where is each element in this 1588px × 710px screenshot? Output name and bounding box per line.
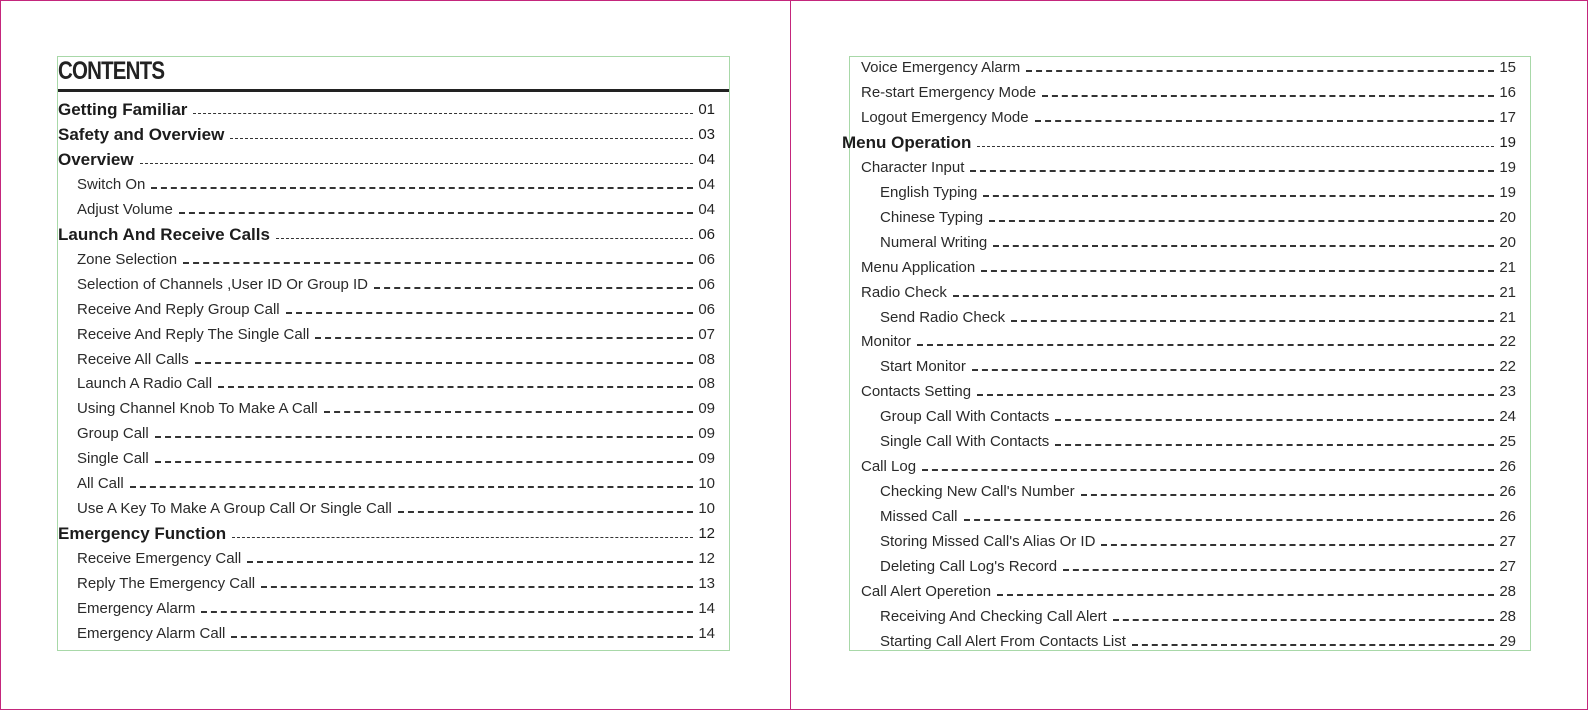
dot-leader bbox=[398, 511, 693, 513]
toc-entry-label: Emergency Function bbox=[58, 524, 227, 544]
toc-entry-label: Character Input bbox=[861, 158, 965, 176]
toc-right-page bbox=[842, 56, 1531, 651]
toc-entry[interactable] bbox=[77, 324, 715, 344]
toc-entry-label: Checking New Call's Number bbox=[880, 483, 1075, 501]
dot-leader bbox=[1011, 320, 1494, 322]
toc-entry[interactable] bbox=[880, 606, 1516, 626]
dot-leader bbox=[140, 163, 694, 164]
dot-leader bbox=[179, 212, 693, 214]
toc-entry[interactable] bbox=[861, 157, 1516, 177]
toc-entry-page-number: 12 bbox=[698, 525, 715, 543]
toc-entry-label: Voice Emergency Alarm bbox=[861, 59, 1021, 76]
dot-leader bbox=[922, 469, 1494, 471]
toc-entry-page-number: 10 bbox=[698, 475, 715, 493]
toc-entry-page-number: 09 bbox=[698, 425, 715, 443]
dot-leader bbox=[970, 170, 1494, 172]
toc-entry[interactable] bbox=[77, 274, 715, 294]
toc-entry-page-number: 09 bbox=[698, 450, 715, 468]
dot-leader bbox=[155, 436, 694, 438]
toc-entry[interactable] bbox=[861, 282, 1516, 302]
dot-leader bbox=[1132, 644, 1494, 646]
toc-entry-label: Chinese Typing bbox=[880, 208, 984, 226]
toc-entry-page-number: 04 bbox=[698, 175, 715, 193]
toc-entry[interactable] bbox=[861, 57, 1516, 77]
toc-entry-label: Receive And Reply Group Call bbox=[77, 300, 280, 318]
dot-leader bbox=[1055, 444, 1494, 446]
toc-entry-label: Send Radio Check bbox=[880, 308, 1006, 326]
dot-leader bbox=[981, 270, 1494, 272]
dot-leader bbox=[1055, 419, 1494, 421]
toc-entry-label: Using Channel Knob To Make A Call bbox=[77, 400, 318, 418]
toc-entry[interactable] bbox=[861, 381, 1516, 401]
toc-entry-label: Adjust Volume bbox=[77, 200, 173, 218]
toc-entry-label: Switch On bbox=[77, 175, 146, 193]
dot-leader bbox=[1113, 619, 1495, 621]
contents-title: CONTENTS bbox=[58, 57, 165, 85]
toc-entry-page-number: 17 bbox=[1499, 108, 1516, 126]
toc-entry-page-number: 06 bbox=[698, 250, 715, 268]
toc-entry-page-number: 24 bbox=[1499, 408, 1516, 426]
toc-entry-page-number: 01 bbox=[698, 101, 715, 118]
toc-entry-page-number: 03 bbox=[698, 125, 715, 143]
toc-entry-label: Start Monitor bbox=[880, 358, 966, 376]
toc-entry-label: Receive Emergency Call bbox=[77, 550, 242, 568]
toc-entry-label: Single Call With Contacts bbox=[880, 433, 1050, 451]
dot-leader bbox=[218, 386, 693, 388]
toc-entry-page-number: 16 bbox=[1499, 83, 1516, 101]
toc-entry-page-number: 23 bbox=[1499, 383, 1516, 401]
toc-entry-page-number: 26 bbox=[1499, 483, 1516, 501]
toc-entry-page-number: 27 bbox=[1499, 533, 1516, 551]
dot-leader bbox=[324, 411, 694, 413]
dot-leader bbox=[286, 312, 694, 314]
toc-entry[interactable] bbox=[77, 423, 715, 443]
toc-entry-page-number: 06 bbox=[698, 300, 715, 318]
toc-entry[interactable] bbox=[77, 473, 715, 493]
toc-entry-page-number: 19 bbox=[1499, 133, 1516, 151]
toc-entry-page-number: 25 bbox=[1499, 433, 1516, 451]
toc-entry-label: Logout Emergency Mode bbox=[861, 108, 1029, 126]
toc-entry-page-number: 20 bbox=[1499, 208, 1516, 226]
toc-entry-page-number: 19 bbox=[1499, 183, 1516, 201]
toc-entry-label: Getting Familiar bbox=[58, 100, 188, 119]
dot-leader bbox=[989, 220, 1494, 222]
toc-entry-page-number: 20 bbox=[1499, 233, 1516, 251]
toc-entry-label: Launch And Receive Calls bbox=[58, 224, 270, 244]
toc-entry-page-number: 22 bbox=[1499, 358, 1516, 376]
toc-entry-page-number: 21 bbox=[1499, 308, 1516, 326]
toc-entry[interactable] bbox=[880, 207, 1516, 227]
dot-leader bbox=[183, 262, 693, 264]
toc-entry-page-number: 21 bbox=[1499, 258, 1516, 276]
toc-entry-page-number: 26 bbox=[1499, 508, 1516, 526]
toc-entry[interactable] bbox=[880, 631, 1516, 651]
toc-entry-label: English Typing bbox=[880, 183, 978, 201]
toc-entry[interactable] bbox=[58, 99, 715, 119]
toc-entry-label: Re-start Emergency Mode bbox=[861, 83, 1037, 101]
toc-entry-page-number: 19 bbox=[1499, 158, 1516, 176]
toc-entry[interactable] bbox=[77, 573, 715, 593]
toc-entry-label: Menu Application bbox=[861, 258, 976, 276]
toc-entry[interactable] bbox=[77, 598, 715, 618]
toc-entry[interactable] bbox=[861, 456, 1516, 476]
toc-entry[interactable] bbox=[880, 556, 1516, 576]
dot-leader bbox=[130, 486, 694, 488]
dot-leader bbox=[1081, 494, 1495, 496]
dot-leader bbox=[230, 138, 693, 139]
toc-entry-label: Emergency Alarm bbox=[77, 600, 196, 617]
toc-entry[interactable] bbox=[880, 307, 1516, 327]
toc-entry-label: Emergency Alarm Call bbox=[77, 624, 226, 642]
toc-entry-page-number: 28 bbox=[1499, 582, 1516, 600]
dot-leader bbox=[1035, 120, 1495, 122]
toc-entry-label: Launch A Radio Call bbox=[77, 375, 213, 393]
toc-entry-label: Receive And Reply The Single Call bbox=[77, 325, 310, 343]
page-top-border bbox=[0, 0, 1588, 1]
toc-entry-label: Selection of Channels ,User ID Or Group ID bbox=[77, 275, 368, 293]
dot-leader bbox=[315, 337, 693, 339]
toc-entry-page-number: 22 bbox=[1499, 333, 1516, 351]
dot-leader bbox=[193, 113, 693, 114]
dot-leader bbox=[983, 195, 1494, 197]
toc-entry-page-number: 12 bbox=[698, 550, 715, 568]
toc-entry[interactable] bbox=[77, 623, 715, 643]
toc-entry[interactable] bbox=[77, 174, 715, 194]
toc-entry[interactable] bbox=[58, 523, 715, 543]
toc-entry[interactable] bbox=[861, 82, 1516, 102]
toc-entry[interactable] bbox=[880, 431, 1516, 451]
toc-entry-page-number: 29 bbox=[1499, 632, 1516, 650]
dot-leader bbox=[232, 537, 693, 538]
toc-entry-label: Use A Key To Make A Group Call Or Single Call bbox=[77, 500, 392, 518]
toc-entry[interactable] bbox=[842, 132, 1516, 152]
toc-entry-label: Contacts Setting bbox=[861, 383, 972, 401]
dot-leader bbox=[953, 295, 1494, 297]
dot-leader bbox=[997, 594, 1494, 596]
page-fold-line bbox=[790, 0, 791, 710]
dot-leader bbox=[276, 238, 693, 239]
toc-entry-page-number: 07 bbox=[698, 325, 715, 343]
toc-entry[interactable] bbox=[77, 349, 715, 369]
toc-entry[interactable] bbox=[861, 331, 1516, 351]
toc-entry-label: Group Call bbox=[77, 425, 149, 443]
toc-entry[interactable] bbox=[880, 356, 1516, 376]
dot-leader bbox=[247, 561, 693, 563]
toc-entry-label: Call Log bbox=[861, 458, 917, 476]
toc-entry-page-number: 06 bbox=[698, 275, 715, 293]
toc-entry[interactable] bbox=[861, 107, 1516, 127]
toc-entry[interactable] bbox=[58, 149, 715, 169]
toc-entry[interactable] bbox=[77, 199, 715, 219]
toc-entry-label: Receive All Calls bbox=[77, 350, 189, 368]
toc-entry-page-number: 14 bbox=[698, 600, 715, 617]
toc-entry-label: Group Call With Contacts bbox=[880, 408, 1050, 426]
toc-entry-label: Radio Check bbox=[861, 283, 947, 301]
toc-entry-page-number: 28 bbox=[1499, 607, 1516, 625]
dot-leader bbox=[201, 611, 693, 613]
toc-entry[interactable] bbox=[880, 481, 1516, 501]
toc-entry[interactable] bbox=[77, 299, 715, 319]
toc-entry-label: Missed Call bbox=[880, 508, 958, 526]
toc-entry[interactable] bbox=[77, 398, 715, 418]
dot-leader bbox=[1101, 544, 1494, 546]
dot-leader bbox=[195, 362, 694, 364]
toc-entry-page-number: 26 bbox=[1499, 458, 1516, 476]
dot-leader bbox=[972, 369, 1494, 371]
toc-entry-page-number: 08 bbox=[698, 350, 715, 368]
toc-entry-label: Numeral Writing bbox=[880, 233, 988, 251]
dot-leader bbox=[155, 461, 694, 463]
toc-entry-page-number: 14 bbox=[698, 624, 715, 642]
toc-entry-page-number: 13 bbox=[698, 575, 715, 593]
toc-entry-label: Deleting Call Log's Record bbox=[880, 558, 1058, 575]
toc-entry-label: Overview bbox=[58, 149, 134, 169]
toc-entry-page-number: 08 bbox=[698, 375, 715, 393]
toc-entry-page-number: 06 bbox=[698, 225, 715, 243]
toc-entry[interactable] bbox=[77, 498, 715, 518]
toc-entry[interactable] bbox=[880, 531, 1516, 551]
toc-entry[interactable] bbox=[880, 506, 1516, 526]
toc-entry-label: Monitor bbox=[861, 333, 912, 351]
toc-entry[interactable] bbox=[880, 406, 1516, 426]
toc-entry[interactable] bbox=[58, 124, 715, 144]
page-left-border bbox=[0, 0, 1, 710]
dot-leader bbox=[1063, 569, 1494, 571]
toc-entry-page-number: 10 bbox=[698, 500, 715, 518]
toc-entry[interactable] bbox=[77, 448, 715, 468]
toc-entry-label: Zone Selection bbox=[77, 250, 178, 268]
toc-entry[interactable] bbox=[861, 257, 1516, 277]
title-rule bbox=[58, 89, 729, 92]
dot-leader bbox=[964, 519, 1495, 521]
toc-entry-label: All Call bbox=[77, 475, 124, 493]
dot-leader bbox=[917, 344, 1494, 346]
toc-entry-label: Receiving And Checking Call Alert bbox=[880, 607, 1107, 625]
toc-entry-label: Single Call bbox=[77, 450, 149, 468]
dot-leader bbox=[374, 287, 693, 289]
toc-entry-page-number: 04 bbox=[698, 200, 715, 218]
toc-entry[interactable] bbox=[58, 224, 715, 244]
toc-entry[interactable] bbox=[861, 581, 1516, 601]
toc-entry-label: Call Alert Operetion bbox=[861, 582, 992, 600]
dot-leader bbox=[261, 586, 693, 588]
dot-leader bbox=[977, 146, 1494, 147]
toc-entry-page-number: 15 bbox=[1499, 59, 1516, 76]
dot-leader bbox=[1026, 70, 1494, 72]
dot-leader bbox=[1042, 95, 1494, 97]
toc-entry-label: Reply The Emergency Call bbox=[77, 575, 256, 593]
toc-entry-label: Storing Missed Call's Alias Or ID bbox=[880, 533, 1096, 551]
toc-entry-label: Menu Operation bbox=[842, 132, 972, 152]
toc-left-page bbox=[57, 56, 730, 651]
toc-entry[interactable] bbox=[880, 182, 1516, 202]
toc-entry-page-number: 09 bbox=[698, 400, 715, 418]
toc-entry[interactable] bbox=[77, 548, 715, 568]
toc-entry[interactable] bbox=[77, 249, 715, 269]
dot-leader bbox=[151, 187, 693, 189]
toc-entry-page-number: 27 bbox=[1499, 558, 1516, 575]
toc-entry[interactable] bbox=[77, 373, 715, 393]
toc-entry[interactable] bbox=[880, 232, 1516, 252]
toc-entry-label: Safety and Overview bbox=[58, 124, 225, 144]
toc-entry-label: Starting Call Alert From Contacts List bbox=[880, 632, 1126, 650]
dot-leader bbox=[977, 394, 1494, 396]
toc-entry-page-number: 21 bbox=[1499, 283, 1516, 301]
dot-leader bbox=[231, 636, 693, 638]
toc-entry-page-number: 04 bbox=[698, 150, 715, 168]
dot-leader bbox=[993, 245, 1494, 247]
